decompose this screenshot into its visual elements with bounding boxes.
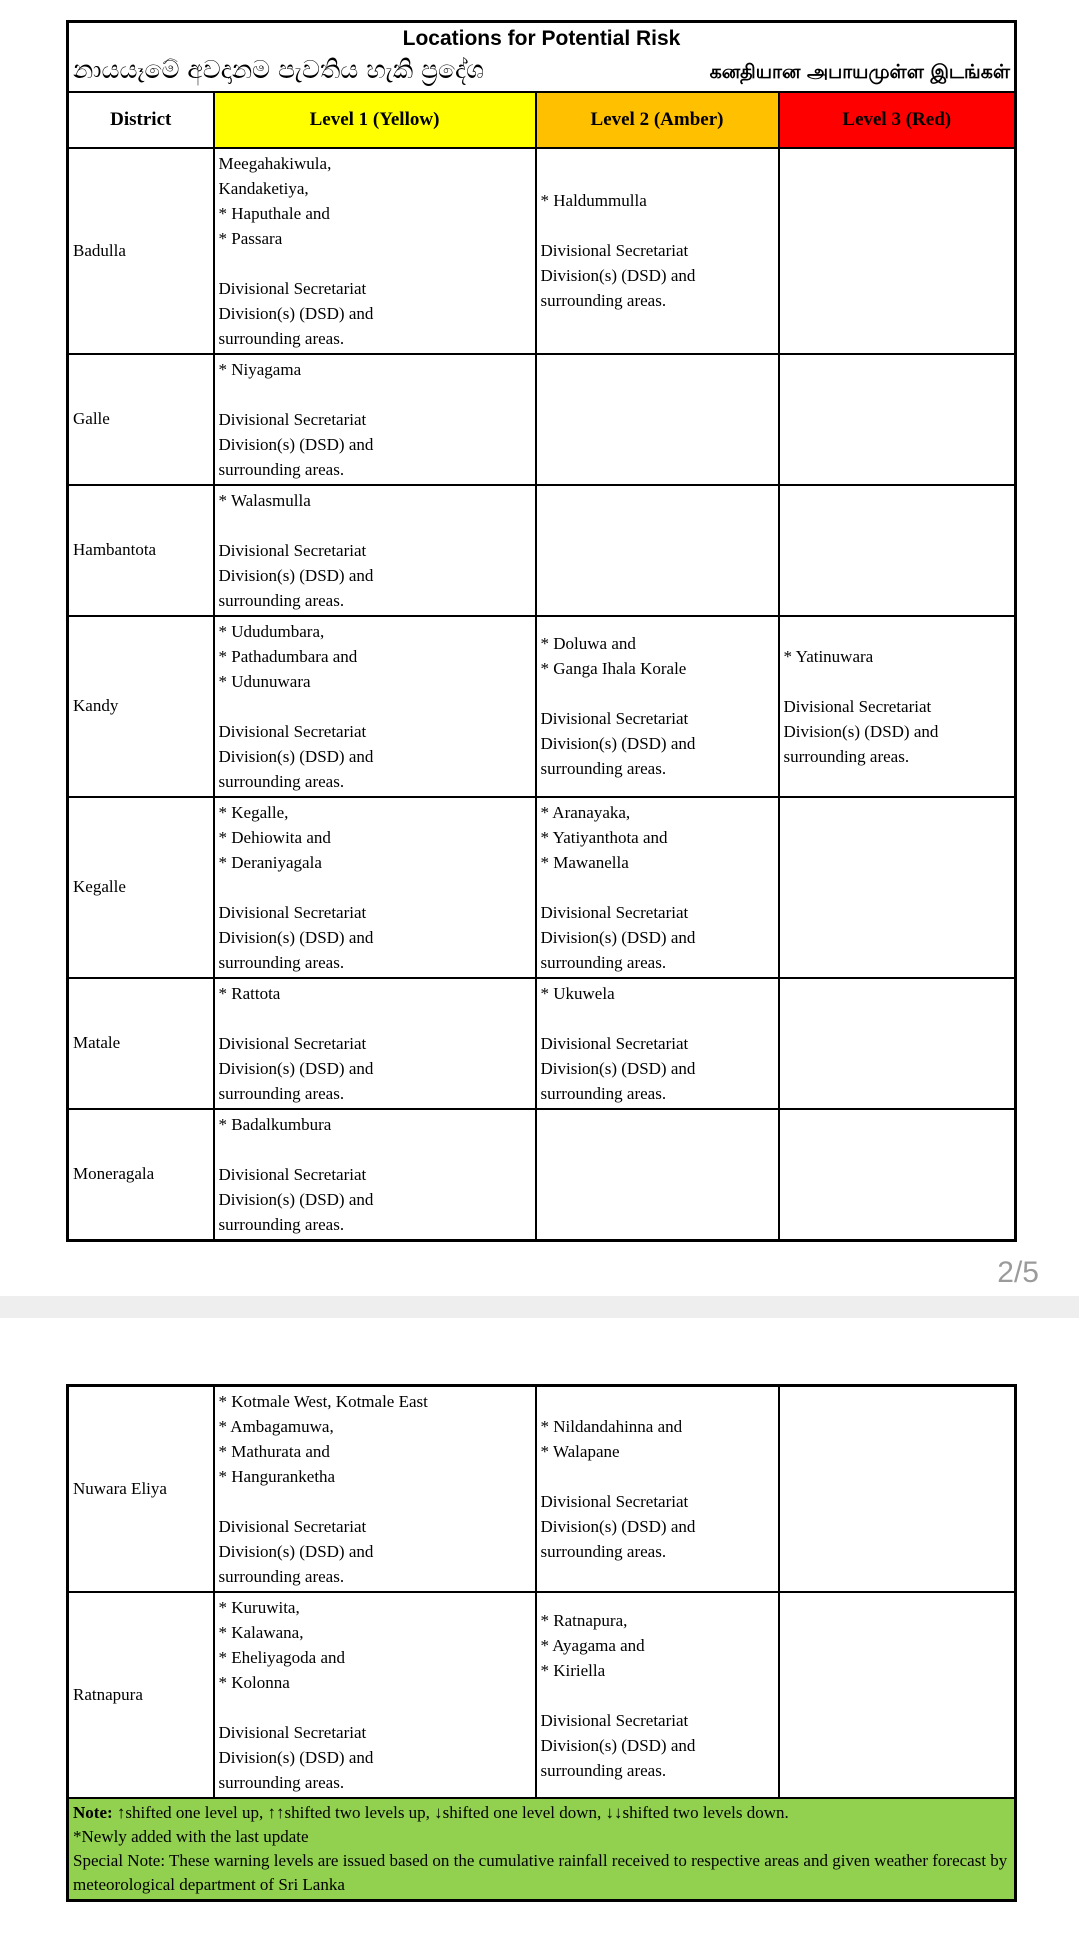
location-line: * Walasmulla [218,490,311,510]
level3-cell [779,1109,1016,1241]
table-row [68,354,1016,485]
level1-cell [214,1109,536,1241]
location-line: Divisional Secretariat [540,241,689,260]
location-line: Division(s) (DSD) and [218,1058,374,1078]
header-district: District [68,92,214,148]
level2-cell [536,978,779,1109]
level3-cell [779,978,1016,1109]
location-line: * Haldummulla [540,191,647,210]
location-line: surrounding areas. [218,1083,345,1103]
location-line: Division(s) (DSD) and [218,746,374,766]
location-line: Division(s) (DSD) and [218,1189,374,1209]
location-line: * Ambagamuwa, [218,1417,334,1436]
district-cell: Nuwara Eliya [68,1386,214,1593]
district-cell: Galle [68,354,214,485]
table-row [68,1386,1016,1593]
location-line: * Kalawana, [218,1623,304,1642]
location-line: * Ukuwela [540,983,615,1003]
table-row [68,1109,1016,1241]
location-line: Divisional Secretariat [540,1492,689,1511]
level2-cell [536,1109,779,1241]
table-title: Locations for Potential Risk [402,26,681,50]
location-line: * Hanguranketha [218,1467,336,1486]
location-line: Division(s) (DSD) and [218,565,374,585]
level2-cell [536,797,779,978]
district-cell: Badulla [68,148,214,354]
level1-cell [214,354,536,485]
location-line [541,1006,774,1031]
location-line: Division(s) (DSD) and [218,927,374,947]
table-row [68,485,1016,616]
table-title-cell [68,22,1016,92]
level1-cell [214,616,536,797]
location-line: surrounding areas. [783,746,910,766]
level1-cell [214,1592,536,1798]
level3-cell [779,148,1016,354]
location-line [541,681,774,706]
location-line: surrounding areas. [218,590,345,610]
location-line: Divisional Secretariat [218,278,367,298]
location-line: * Niyagama [218,359,302,379]
level3-cell [779,616,1016,797]
location-line: surrounding areas. [218,459,345,479]
note-line-1: Note: ↑shifted one level up, ↑↑shifted two levels up, ↓shifted one level down, ↓↓shifted two levels down. [73,1803,789,1822]
location-line [784,669,1011,694]
location-line: * Deraniyagala [218,852,322,872]
location-line [541,875,774,900]
location-line: Division(s) (DSD) and [540,734,696,753]
location-line: Kandaketiya, [218,178,309,198]
note-cell [68,1798,1016,1901]
location-line: * Yatiyanthota and [540,827,668,847]
location-line: surrounding areas. [540,952,667,972]
location-line: * Nildandahinna and [540,1417,683,1436]
location-line [541,1683,774,1708]
location-line [219,382,531,407]
location-line: Division(s) (DSD) and [783,721,939,741]
header-level1-yellow: Level 1 (Yellow) [214,92,536,148]
location-line: Divisional Secretariat [540,1710,689,1730]
header-level3-red: Level 3 (Red) [779,92,1016,148]
location-line: * Udunuwara [218,671,311,691]
location-line: * Haputhale and [218,203,330,223]
location-line: * Kolonna [218,1673,290,1692]
risk-table-body-page2 [68,148,1016,1241]
table-row [68,616,1016,797]
location-line: * Kotmale West, Kotmale East [218,1392,428,1411]
location-line: * Aranayaka, [540,802,631,822]
location-line [219,1137,531,1162]
level2-cell [536,1592,779,1798]
location-line: Divisional Secretariat [540,1033,689,1053]
location-line [541,213,774,238]
location-line: Meegahakiwula, [218,153,332,173]
location-line: Division(s) (DSD) and [540,1058,696,1078]
level1-cell [214,797,536,978]
level3-cell [779,1386,1016,1593]
header-level2-amber: Level 2 (Amber) [536,92,779,148]
district-cell: Kegalle [68,797,214,978]
location-line: surrounding areas. [218,952,345,972]
location-line: Division(s) (DSD) and [540,266,696,285]
level3-cell [779,797,1016,978]
location-line: * Ganga Ihala Korale [540,659,687,678]
location-line: Division(s) (DSD) and [218,303,374,323]
location-line [219,875,531,900]
note-line-2: *Newly added with the last update [73,1827,309,1846]
level3-cell [779,485,1016,616]
table-subtitle-row [73,52,1010,88]
location-line: * Mathurata and [218,1442,330,1461]
location-line: * Doluwa and [540,634,636,653]
location-line: Division(s) (DSD) and [540,1517,696,1536]
location-line: * Dehiowita and [218,827,331,847]
location-line: * Ratnapura, [540,1610,628,1630]
location-line: Divisional Secretariat [218,1164,367,1184]
level2-cell [536,354,779,485]
note-label: Note: [73,1803,113,1822]
table-title-tamil: கனதியான அபாயமுள்ள இடங்கள் [709,60,1010,83]
district-cell: Moneragala [68,1109,214,1241]
location-line: surrounding areas. [218,771,345,791]
location-line: Divisional Secretariat [218,1033,367,1053]
location-line: surrounding areas. [218,1567,345,1586]
location-line: Division(s) (DSD) and [218,434,374,454]
level1-cell [214,485,536,616]
location-line: Division(s) (DSD) and [218,1748,374,1767]
table-row [68,1592,1016,1798]
level2-cell [536,1386,779,1593]
level2-cell [536,485,779,616]
location-line: surrounding areas. [540,1083,667,1103]
level1-cell [214,978,536,1109]
location-line: Division(s) (DSD) and [540,1735,696,1755]
risk-table-page2 [66,20,1017,1242]
location-line: Divisional Secretariat [540,709,689,728]
location-line: surrounding areas. [540,1760,667,1780]
risk-table-body-page3 [68,1386,1016,1799]
district-cell: Ratnapura [68,1592,214,1798]
district-cell: Hambantota [68,485,214,616]
location-line: surrounding areas. [218,1773,345,1792]
location-line: surrounding areas. [540,1542,667,1561]
level3-cell [779,1592,1016,1798]
location-line: Divisional Secretariat [218,902,367,922]
level2-cell [536,616,779,797]
location-line [219,1695,531,1720]
location-line: * Badalkumbura [218,1114,332,1134]
location-line: * Walapane [540,1442,620,1461]
location-line: * Rattota [218,983,281,1003]
table-header-row [68,92,1016,148]
location-line: * Ududumbara, [218,621,325,641]
location-line: * Pathadumbara and [218,646,358,666]
location-line [219,1489,531,1514]
location-line: * Ayagama and [540,1635,645,1655]
district-cell: Matale [68,978,214,1109]
location-line: * Mawanella [540,852,629,872]
level3-cell [779,354,1016,485]
location-line: surrounding areas. [218,328,345,348]
table-title-row [68,22,1016,92]
location-line: * Passara [218,228,283,248]
location-line: Divisional Secretariat [540,902,689,922]
location-line [219,694,531,719]
table-row [68,797,1016,978]
note-row [68,1798,1016,1901]
level1-cell [214,148,536,354]
table-row [68,978,1016,1109]
location-line: Divisional Secretariat [783,696,932,716]
note-row-container [68,1798,1016,1901]
location-line: Division(s) (DSD) and [218,1542,374,1561]
level2-cell [536,148,779,354]
location-line: surrounding areas. [218,1214,345,1234]
location-line: Divisional Secretariat [218,1517,367,1536]
location-line [219,1006,531,1031]
location-line [219,251,531,276]
table-row [68,148,1016,354]
location-line: Divisional Secretariat [218,1723,367,1742]
location-line: * Eheliyagoda and [218,1648,346,1667]
location-line [541,1464,774,1489]
location-line: Divisional Secretariat [218,409,367,429]
location-line: surrounding areas. [540,759,667,778]
location-line [219,513,531,538]
pdf-page-3 [0,1318,1079,1902]
location-line: surrounding areas. [540,291,667,310]
district-cell: Kandy [68,616,214,797]
location-line: Divisional Secretariat [218,540,367,560]
location-line: * Kuruwita, [218,1598,300,1617]
location-line: * Yatinuwara [783,646,874,666]
page-indicator: 2/5 [997,1256,1039,1289]
risk-table-page3 [66,1384,1017,1902]
level1-cell [214,1386,536,1593]
table-title-sinhala: නායයෑමේ අවදානම පැවතිය හැකි ප්‍රදේශ [73,54,485,84]
location-line: Divisional Secretariat [218,721,367,741]
location-line: * Kegalle, [218,802,289,822]
note-line-3: Special Note: These warning levels are issued based on the cumulative rainfall received to respective areas and given weather forecast by meteorological department of Sri Lanka [73,1851,1008,1894]
location-line: Division(s) (DSD) and [540,927,696,947]
page-separator [0,1296,1079,1318]
location-line: * Kiriella [540,1660,606,1680]
